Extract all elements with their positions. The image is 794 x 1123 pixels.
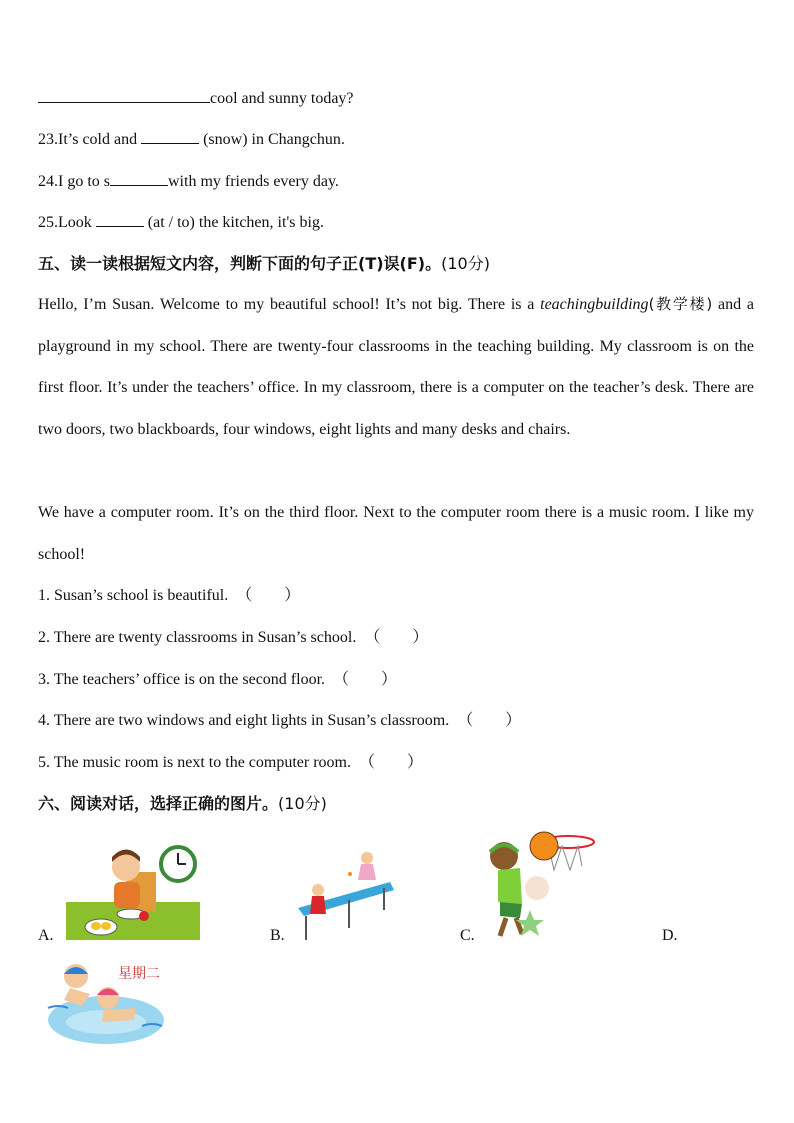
option-d-label[interactable]: D. [662, 927, 678, 944]
q24-line: 24.I go to s with my friends every day. [38, 173, 339, 190]
boy-playing-basketball-icon [482, 830, 598, 942]
answer-paren[interactable]: （ ） [358, 754, 423, 771]
judge-item-4: 4. There are two windows and eight lights in Susan’s classroom. （ ） [38, 712, 522, 729]
judge-item-5: 5. The music room is next to the computer room. （ ） [38, 754, 423, 771]
q23-line: 23.It’s cold and (snow) in Changchun. [38, 131, 345, 148]
answer-paren[interactable]: （ ） [236, 587, 301, 604]
section6-heading: 六、阅读对话，选择正确的图片。(10分) [38, 794, 327, 813]
kids-playing-table-tennis-icon [294, 848, 394, 942]
option-a-label[interactable]: A. [38, 927, 54, 944]
answer-paren[interactable]: （ ） [364, 629, 429, 646]
answer-paren[interactable]: （ ） [333, 671, 398, 688]
reading-passage-2: We have a computer room. It’s on the third floor. Next to the computer room there is a music room. I like my school! [38, 504, 754, 563]
calendar-label: 星期二 [118, 966, 160, 982]
judge-item-3: 3. The teachers’ office is on the second floor. （ ） [38, 671, 398, 688]
answer-blank[interactable] [110, 171, 168, 186]
judge-item-2: 2. There are twenty classrooms in Susan’s school. （ ） [38, 629, 429, 646]
reading-passage: Hello, I’m Susan. Welcome to my beautiful school! It’s not big. There is a teachingbuilding(教学楼) and a playground in my school. There are twenty-four classrooms in the teaching building. My classroom is on the first floor. It’s under the teachers’ office. In my classroom, there is a computer on the teacher’s desk. There are two doors, two blackboards, four windows, eight lights and many desks and chairs. [38, 295, 754, 438]
answer-blank[interactable] [38, 88, 210, 103]
boy-eating-breakfast-clock-icon [66, 842, 202, 942]
option-b-label[interactable]: B. [270, 927, 285, 944]
section5-heading: 五、读一读根据短文内容，判断下面的句子正(T)误(F)。(10分) [38, 254, 490, 273]
answer-paren[interactable]: （ ） [457, 712, 522, 729]
answer-blank[interactable] [141, 129, 199, 144]
kids-swimming-tuesday-icon [46, 960, 168, 1046]
q25-line: 25.Look (at / to) the kitchen, it's big. [38, 214, 324, 231]
answer-blank[interactable] [96, 212, 144, 227]
option-c-label[interactable]: C. [460, 927, 475, 944]
q22-line: cool and sunny today? [38, 88, 354, 109]
judge-item-1: 1. Susan’s school is beautiful. （ ） [38, 587, 301, 604]
